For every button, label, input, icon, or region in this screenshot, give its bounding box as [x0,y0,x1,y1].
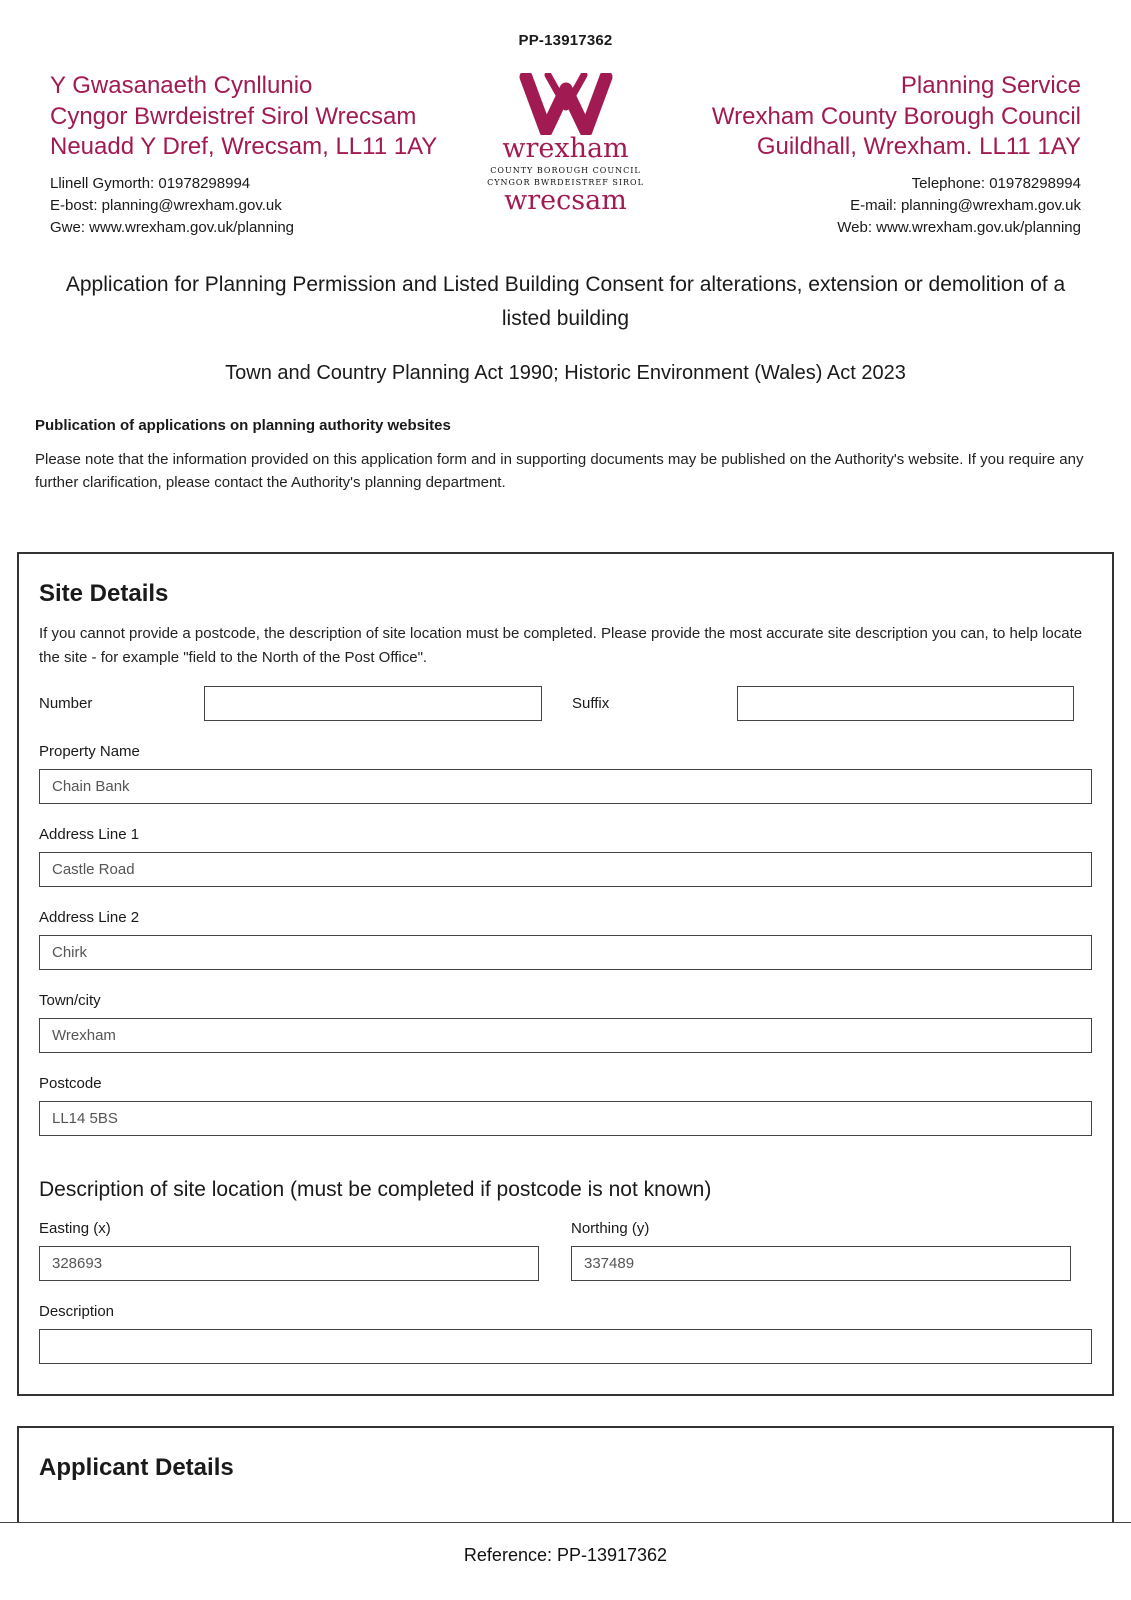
english-address-line: Guildhall, Wrexham. LL11 1AY [756,133,1081,161]
page-header [0,49,1131,238]
site-details-section [17,552,1114,1396]
english-web: Web: www.wrexham.gov.uk/planning [837,218,1081,236]
header-english-block [661,71,1081,238]
address-line-1-group [39,826,1092,887]
english-phone: Telephone: 01978298994 [911,175,1081,193]
number-label: Number [39,695,93,713]
address-line-2-input[interactable] [39,935,1092,970]
northing-group [571,1220,1071,1281]
property-name-group [39,743,1092,804]
english-service-line: Planning Service [900,72,1081,99]
logo-word-wrexham: wrexham [502,133,629,164]
welsh-phone: Llinell Gymorth: 01978298994 [50,175,251,193]
number-input[interactable] [204,686,542,721]
address-line-2-label: Address Line 2 [39,909,140,927]
header-welsh-block [50,71,470,238]
easting-label: Easting (x) [39,1220,111,1238]
site-details-heading: Site Details [39,580,169,608]
logo-caption-welsh: CYNGOR BWRDEISTREF SIROL [487,178,644,188]
welsh-address-line: Neuadd Y Dref, Wrecsam, LL11 1AY [50,133,438,161]
form-subtitle: Town and Country Planning Act 1990; Historic Environment (Wales) Act 2023 [225,361,906,384]
wrexham-logo [481,73,651,216]
logo-word-wrecsam: wrecsam [504,185,627,217]
form-title: Application for Planning Permission and Listed Building Consent for alterations, extension or demolition of a listed building [65,273,1066,330]
address-line-1-label: Address Line 1 [39,826,140,844]
town-city-group [39,992,1092,1053]
property-name-label: Property Name [39,743,140,761]
english-email: E-mail: planning@wrexham.gov.uk [850,196,1081,214]
suffix-label: Suffix [572,695,610,713]
northing-label: Northing (y) [571,1220,650,1238]
logo-caption-english: COUNTY BOROUGH COUNCIL [490,166,641,176]
wrexham-w-icon [518,73,614,135]
address-line-1-input[interactable] [39,852,1092,887]
description-input[interactable] [39,1329,1092,1364]
easting-input[interactable] [39,1246,539,1281]
description-label: Description [39,1303,115,1321]
suffix-input[interactable] [737,686,1074,721]
postcode-label: Postcode [39,1075,102,1093]
applicant-details-section [17,1426,1114,1522]
footer-reference: Reference: PP-13917362 [463,1545,668,1566]
application-reference-top: PP-13917362 [518,32,613,49]
applicant-details-heading: Applicant Details [39,1454,234,1482]
property-name-input[interactable] [39,769,1092,804]
page-divider [0,1522,1131,1523]
easting-group [39,1220,539,1281]
address-line-2-group [39,909,1092,970]
welsh-council-line: Cyngor Bwrdeistref Sirol Wrecsam [50,102,417,130]
number-suffix-row [39,686,1092,721]
postcode-input[interactable] [39,1101,1092,1136]
welsh-email: E-bost: planning@wrexham.gov.uk [50,196,282,214]
welsh-service-line: Y Gwasanaeth Cynllunio [50,72,313,99]
publication-heading: Publication of applications on planning authority websites [35,416,451,434]
postcode-group [39,1075,1092,1136]
town-city-label: Town/city [39,992,101,1010]
site-location-description-heading: Description of site location (must be completed if postcode is not known) [39,1178,712,1202]
description-group [39,1303,1092,1364]
site-details-intro: If you cannot provide a postcode, the description of site location must be completed. Please provide the most accurate site description you can, to help locate the site - for example "field to the North of the Post Office". [39,625,1083,667]
coordinates-row [39,1220,1092,1281]
welsh-web: Gwe: www.wrexham.gov.uk/planning [50,218,294,236]
english-council-line: Wrexham County Borough Council [711,102,1081,130]
publication-text: Please note that the information provided on this application form and in supporting documents may be published on the Authority's website. If you require any further clarification, please contact the Authority's planning department. [35,450,1084,491]
town-city-input[interactable] [39,1018,1092,1053]
northing-input[interactable] [571,1246,1071,1281]
